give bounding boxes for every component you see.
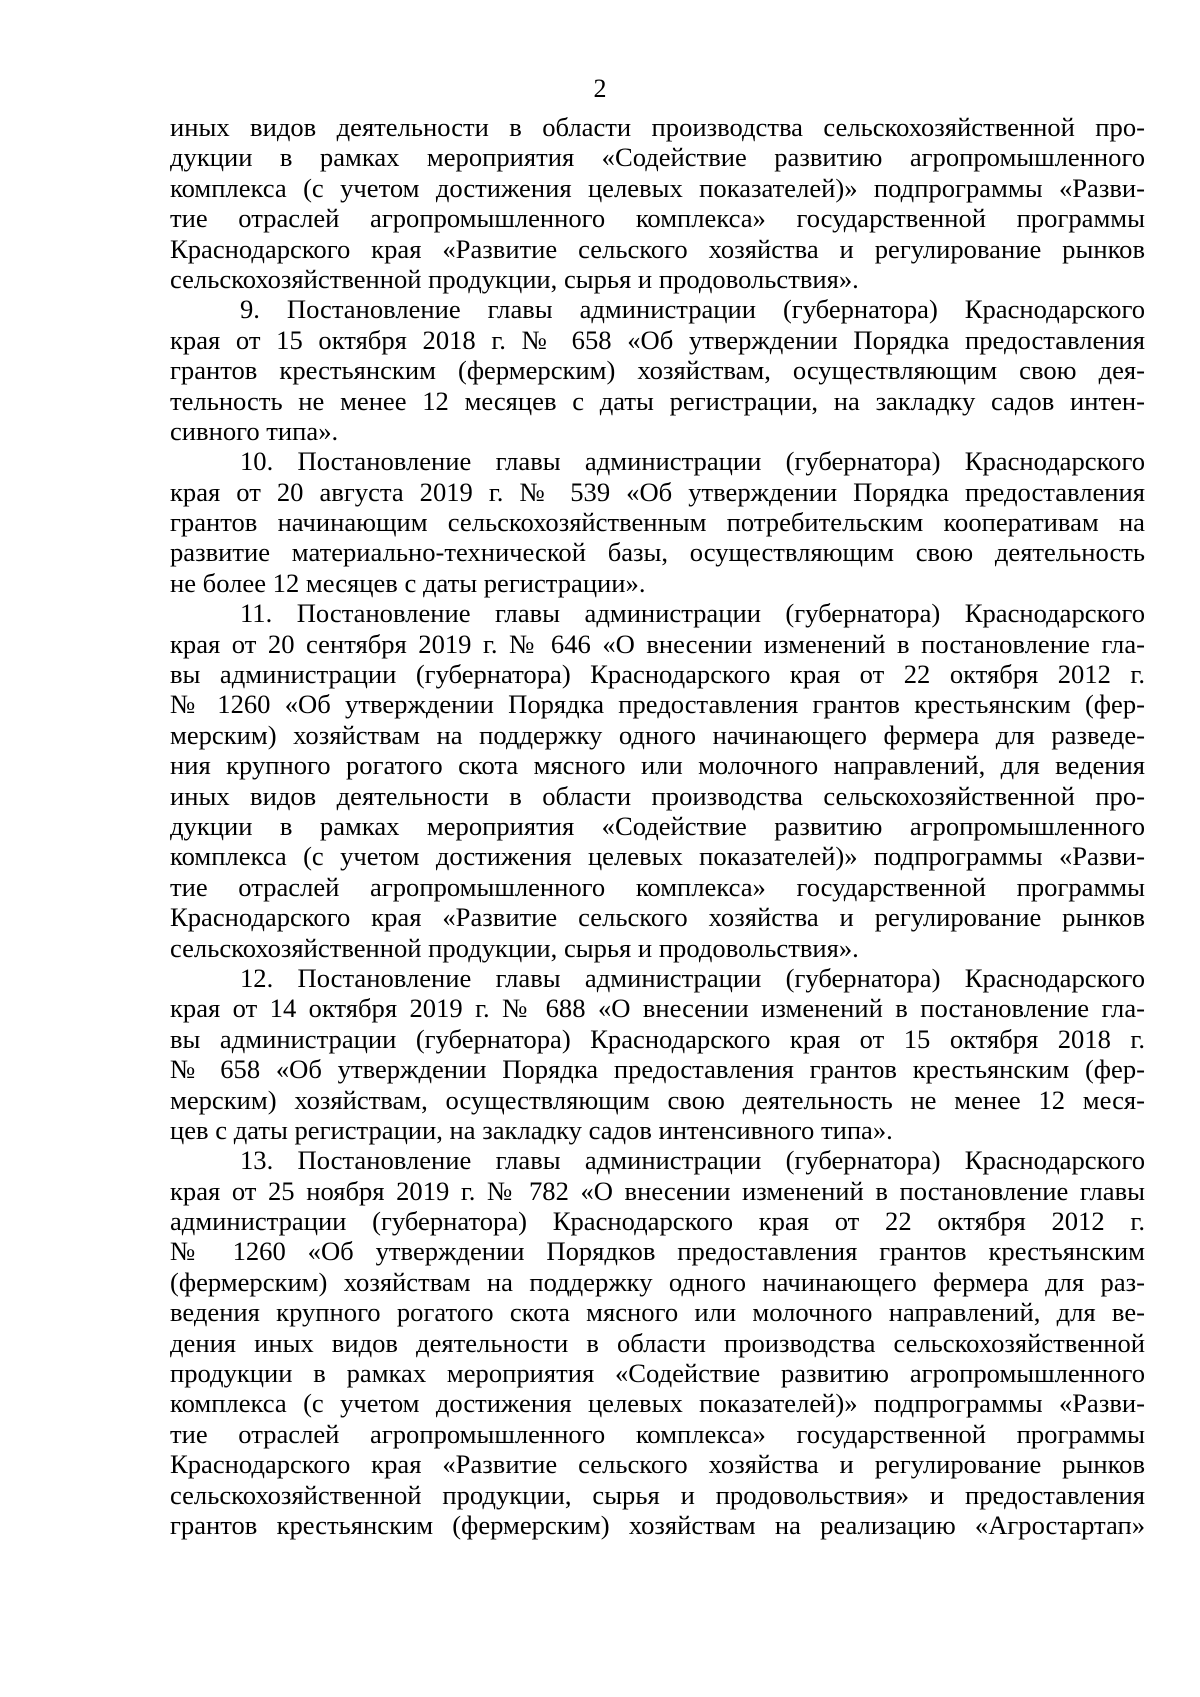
text-line: № 658 «Об утверждении Порядка предоставления грантов крестьянским (фер- [170,1054,1145,1085]
text-line: грантов начинающим сельскохозяйственным потребительским кооперативам на [170,507,1145,538]
text-line: края от 14 октября 2019 г. № 688 «О внесении изменений в постановление гла- [170,993,1145,1024]
text-line: 12. Постановление главы администрации (губернатора) Краснодарского [240,962,1145,993]
text-line: сельскохозяйственной продукции, сырья и продовольствия». [170,932,859,963]
text-line: комплекса (с учетом достижения целевых показателей)» подпрограммы «Разви- [170,172,1145,203]
text-line: ния крупного рогатого скота мясного или молочного направлений, для ведения [170,750,1145,781]
text-line: № 1260 «Об утверждении Порядков предоставления грантов крестьянским [170,1236,1145,1267]
text-line: тие отраслей агропромышленного комплекса» государственной программы [170,871,1145,902]
text-line: цев с даты регистрации, на закладку садов интенсивного типа». [170,1114,893,1145]
text-line: Краснодарского края «Развитие сельского хозяйства и регулирование рынков [170,902,1145,933]
text-line: 11. Постановление главы администрации (губернатора) Краснодарского [240,598,1145,629]
text-line: края от 15 октября 2018 г. № 658 «Об утверждении Порядка предоставления [170,324,1145,355]
text-line: сивного типа». [170,415,339,446]
text-line: (фермерским) хозяйствам на поддержку одного начинающего фермера для раз- [170,1266,1145,1297]
text-line: сельскохозяйственной продукции, сырья и продовольствия» и предоставления [170,1479,1145,1510]
text-line: тие отраслей агропромышленного комплекса» государственной программы [170,1418,1145,1449]
text-line: Краснодарского края «Развитие сельского хозяйства и регулирование рынков [170,1449,1145,1480]
text-line: края от 20 сентября 2019 г. № 646 «О внесении изменений в постановление гла- [170,628,1145,659]
text-line: дукции в рамках мероприятия «Содействие развитию агропромышленного [170,810,1145,841]
text-line: иных видов деятельности в области производства сельскохозяйственной про- [170,780,1145,811]
text-line: развитие материально-технической базы, осуществляющим свою деятельность [170,537,1145,568]
text-line: ведения крупного рогатого скота мясного или молочного направлений, для ве- [170,1297,1145,1328]
text-line: иных видов деятельности в области производства сельскохозяйственной про- [170,112,1145,142]
text-line: 10. Постановление главы администрации (губернатора) Краснодарского [240,446,1145,477]
text-line: тельность не менее 12 месяцев с даты регистрации, на закладку садов интен- [170,385,1145,416]
text-line: дукции в рамках мероприятия «Содействие развитию агропромышленного [170,142,1145,173]
text-line: администрации (губернатора) Краснодарского края от 22 октября 2012 г. [170,1206,1145,1237]
text-line: грантов крестьянским (фермерским) хозяйствам, осуществляющим свою дея- [170,355,1145,386]
text-line: тие отраслей агропромышленного комплекса» государственной программы [170,203,1145,234]
text-line: мерским) хозяйствам на поддержку одного начинающего фермера для разведе- [170,719,1145,750]
text-line: вы администрации (губернатора) Краснодарского края от 15 октября 2018 г. [170,1023,1145,1054]
text-line: сельскохозяйственной продукции, сырья и продовольствия». [170,263,859,294]
text-line: комплекса (с учетом достижения целевых показателей)» подпрограммы «Разви- [170,1388,1145,1419]
text-line: дения иных видов деятельности в области производства сельскохозяйственной [170,1327,1145,1358]
text-line: края от 25 ноября 2019 г. № 782 «О внесении изменений в постановление главы [170,1175,1145,1206]
text-line: мерским) хозяйствам, осуществляющим свою деятельность не менее 12 меся- [170,1084,1145,1115]
text-line: комплекса (с учетом достижения целевых показателей)» подпрограммы «Разви- [170,841,1145,872]
text-line: вы администрации (губернатора) Краснодарского края от 22 октября 2012 г. [170,659,1145,690]
document-body [170,112,1145,1540]
text-line: Краснодарского края «Развитие сельского хозяйства и регулирование рынков [170,233,1145,264]
text-line: № 1260 «Об утверждении Порядка предоставления грантов крестьянским (фер- [170,689,1145,720]
text-line: не более 12 месяцев с даты регистрации». [170,567,646,598]
text-line: края от 20 августа 2019 г. № 539 «Об утверждении Порядка предоставления [170,476,1145,507]
text-line: продукции в рамках мероприятия «Содействие развитию агропромышленного [170,1358,1145,1389]
text-line: 13. Постановление главы администрации (губернатора) Краснодарского [240,1145,1145,1176]
text-line: 9. Постановление главы администрации (губернатора) Краснодарского [240,294,1145,325]
page-number: 2 [593,74,607,103]
text-line: грантов крестьянским (фермерским) хозяйствам на реализацию «Агростартап» [170,1509,1145,1540]
